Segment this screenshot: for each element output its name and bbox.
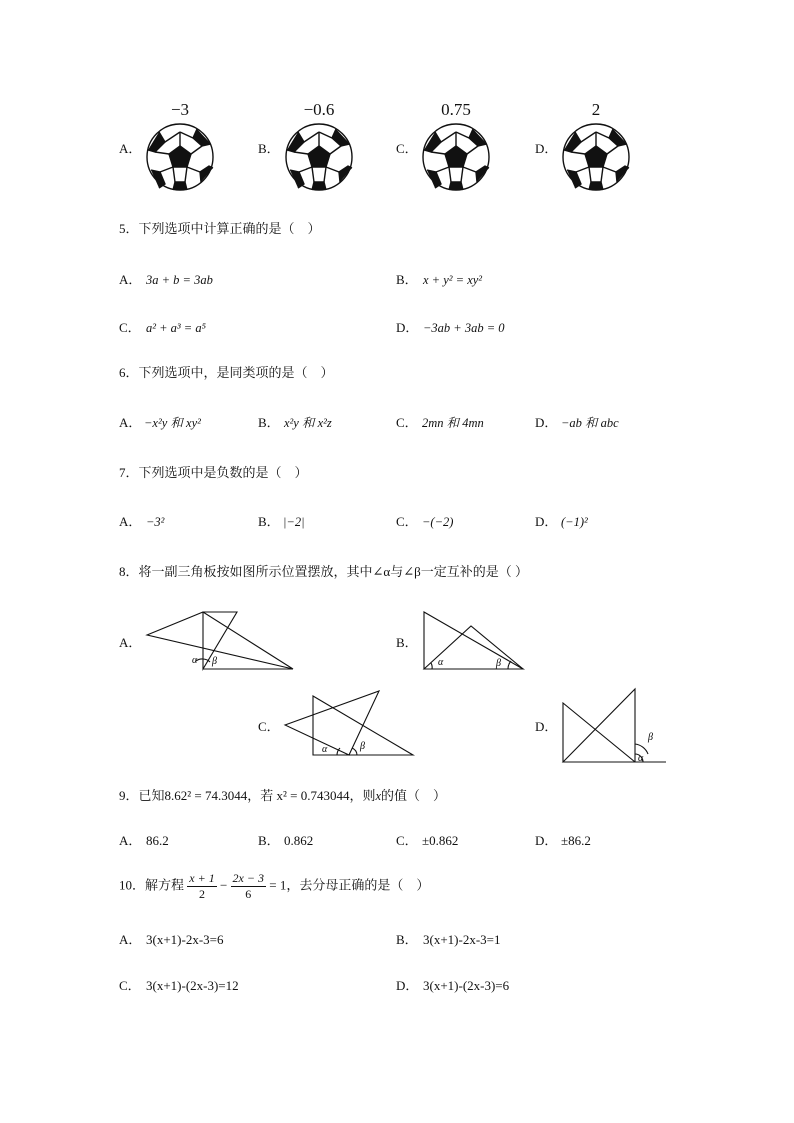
soccer-ball-icon (145, 122, 215, 192)
q9-stem-var: x (375, 789, 382, 803)
q7-option-c-label: C． (396, 514, 418, 529)
question-10-stem (119, 871, 429, 902)
q9-option-a-label: A． (119, 833, 142, 848)
question-7-stem: 7．下列选项中是负数的是（ ） (119, 465, 308, 480)
q5-option-b-label: B． (396, 272, 418, 287)
alpha-label: α (322, 744, 328, 755)
q7-option-c-expr: −(−2) (422, 515, 454, 529)
q6-option-d-label: D． (535, 415, 558, 430)
alpha-label: α (192, 655, 198, 666)
q7-option-d-expr: (−1)² (561, 515, 588, 529)
triangle-figure-a (140, 606, 300, 676)
fraction-2 (231, 871, 266, 902)
question-5-stem: 5．下列选项中计算正确的是（ ） (119, 221, 321, 236)
q10-option-a-label: A． (119, 932, 142, 947)
option-c-label: C． (396, 141, 418, 156)
beta-label: β (496, 658, 501, 669)
q9-option-d-label: D． (535, 833, 558, 848)
q5-option-c-expr: a² + a³ = a⁵ (146, 321, 206, 335)
ball-c-number: 0.75 (441, 100, 471, 119)
ball-b-number: −0.6 (303, 100, 335, 119)
q10-stem-pre: 10．解方程 (119, 877, 185, 893)
fraction-2-denominator: 6 (245, 887, 252, 901)
q9-option-c-label: C． (396, 833, 418, 848)
q10-stem-post: ，去分母正确的是（ ） (286, 877, 430, 893)
q9-option-b-label: B． (258, 833, 280, 848)
q10-equals: = 1 (269, 877, 287, 893)
option-d-label: D． (535, 141, 558, 156)
ball-a-number: −3 (170, 100, 190, 119)
q10-option-c-label: C． (119, 978, 141, 993)
q9-option-a-value: 86.2 (146, 833, 169, 848)
beta-label: β (648, 732, 653, 743)
q10-option-a-expr: 3(x+1)-2x-3=6 (146, 932, 224, 947)
question-9-stem (119, 788, 446, 804)
q6-option-c-expr: 2mn 和 4mn (422, 416, 484, 430)
q6-option-b-label: B． (258, 415, 280, 430)
q6-option-d-expr: −ab 和 abc (561, 416, 619, 430)
alpha-label: α (438, 657, 444, 668)
q8-option-a-label: A． (119, 635, 142, 650)
triangle-figure-b (418, 606, 528, 676)
q6-option-a-expr: −x²y 和 xy² (144, 416, 201, 430)
q10-option-d-expr: 3(x+1)-(2x-3)=6 (423, 978, 510, 993)
beta-label: β (360, 741, 365, 752)
q8-option-b-label: B． (396, 635, 418, 650)
q10-option-c-expr: 3(x+1)-(2x-3)=12 (146, 978, 239, 993)
fraction-1 (187, 871, 216, 902)
q9-stem-pre: 9．已知8.62² = 74.3044，若 x² = 0.743044，则 (119, 788, 376, 803)
fraction-2-numerator: 2x − 3 (232, 871, 264, 885)
triangle-figure-c (280, 688, 420, 760)
q9-stem-post: 的值（ ） (381, 788, 447, 803)
alpha-label: α (638, 753, 644, 764)
q7-option-d-label: D． (535, 514, 558, 529)
soccer-ball-icon (421, 122, 491, 192)
ball-d-number: 2 (591, 100, 601, 119)
option-a-label: A． (119, 141, 142, 156)
q10-option-d-label: D． (396, 978, 419, 993)
q5-option-d-label: D． (396, 320, 419, 335)
q6-option-a-label: A． (119, 415, 142, 430)
question-8-stem: 8．将一副三角板按如图所示位置摆放，其中∠α与∠β一定互补的是（ ） (119, 564, 528, 579)
fraction-1-denominator: 2 (198, 887, 205, 901)
fraction-1-numerator: x + 1 (189, 871, 215, 885)
soccer-ball-icon (561, 122, 631, 192)
question-6-stem: 6．下列选项中，是同类项的是（ ） (119, 365, 334, 380)
q6-option-c-label: C． (396, 415, 418, 430)
q9-option-d-value: ±86.2 (561, 833, 591, 848)
q10-minus: − (219, 877, 228, 893)
q8-option-c-label: C． (258, 719, 280, 734)
option-b-label: B． (258, 141, 280, 156)
q10-option-b-label: B． (396, 932, 418, 947)
soccer-ball-icon (284, 122, 354, 192)
triangle-figure-d (558, 686, 673, 766)
q7-option-b-expr: |−2| (283, 515, 305, 529)
q5-option-a-expr: 3a + b = 3ab (146, 273, 213, 287)
q7-option-b-label: B． (258, 514, 280, 529)
q9-option-b-value: 0.862 (284, 833, 314, 848)
q7-option-a-expr: −3² (146, 515, 165, 529)
q10-option-b-expr: 3(x+1)-2x-3=1 (423, 932, 501, 947)
q8-option-d-label: D． (535, 719, 558, 734)
beta-label: β (212, 656, 217, 667)
q5-option-c-label: C． (119, 320, 141, 335)
q5-option-a-label: A． (119, 272, 142, 287)
q7-option-a-label: A． (119, 514, 142, 529)
q5-option-d-expr: −3ab + 3ab = 0 (423, 321, 505, 335)
q6-option-b-expr: x²y 和 x²z (284, 416, 332, 430)
q5-option-b-expr: x + y² = xy² (423, 273, 483, 287)
q9-option-c-value: ±0.862 (422, 833, 459, 848)
